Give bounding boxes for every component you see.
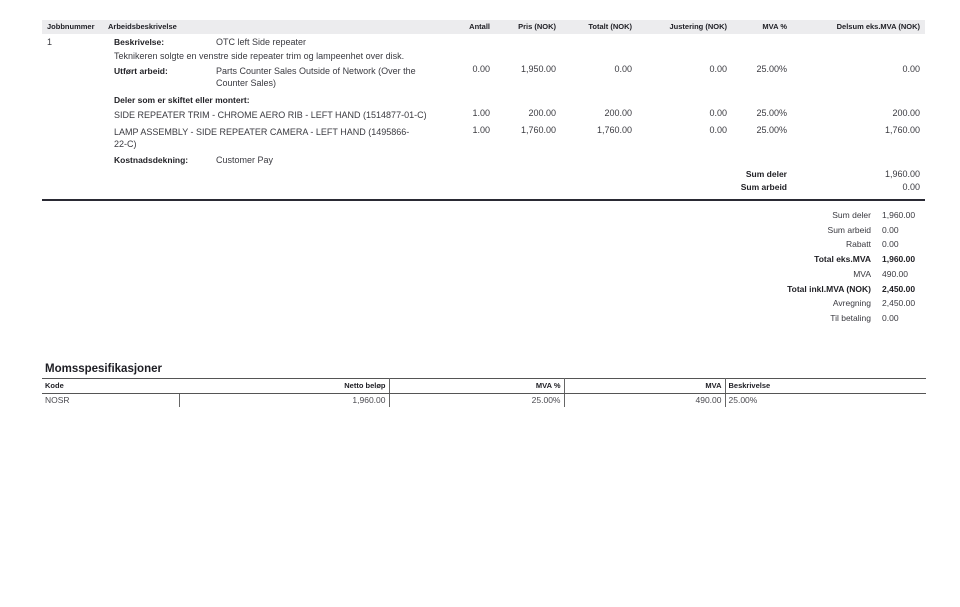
coverage-label: Kostnadsdekning: <box>114 155 189 165</box>
section-divider <box>42 199 925 201</box>
vat-row-description: 25.00% <box>728 395 758 405</box>
work-value-line1: Parts Counter Sales Outside of Network (Over the <box>216 66 416 76</box>
totals-label: Rabatt <box>845 239 871 250</box>
work-price: 1,950.00 <box>520 64 556 74</box>
header-adjustment: Justering (NOK) <box>669 22 727 31</box>
vat-header-code: Kode <box>42 379 179 394</box>
work-adjustment: 0.00 <box>709 64 727 74</box>
header-subtotal: Delsum eks.MVA (NOK) <box>836 22 920 31</box>
part-1-price: 200.00 <box>528 108 556 118</box>
work-quantity: 0.00 <box>472 64 490 74</box>
part-1-subtotal: 200.00 <box>892 108 920 118</box>
totals-label: Total eks.MVA <box>814 254 871 265</box>
totals-label: Til betaling <box>830 312 871 323</box>
vat-row-vat-percent: 25.00% <box>389 394 564 408</box>
part-1-quantity: 1.00 <box>472 108 490 118</box>
totals-value: 490.00 <box>882 268 908 279</box>
job-sum-work-label: Sum arbeid <box>740 182 787 192</box>
header-total: Totalt (NOK) <box>588 22 632 31</box>
vat-row-net: 1,960.00 <box>179 394 389 408</box>
vat-row-code: NOSR <box>42 394 179 408</box>
header-quantity: Antall <box>469 22 490 31</box>
work-label: Utført arbeid: <box>114 66 168 76</box>
totals-label: Total inkl.MVA (NOK) <box>787 283 871 294</box>
totals-value: 1,960.00 <box>882 254 916 265</box>
vat-row-vat: 490.00 <box>564 394 725 408</box>
coverage-value: Customer Pay <box>216 155 274 165</box>
part-1-total: 200.00 <box>604 108 632 118</box>
part-1-vat: 25.00% <box>756 108 787 118</box>
job-sum-work-value: 0.00 <box>902 182 920 192</box>
job-sum-parts-label: Sum deler <box>745 169 787 179</box>
part-2-adjustment: 0.00 <box>709 125 727 135</box>
header-description: Arbeidsbeskrivelse <box>108 22 177 31</box>
part-2-price: 1,760.00 <box>520 125 556 135</box>
part-2-subtotal: 1,760.00 <box>884 125 920 135</box>
totals-label: MVA <box>853 268 871 279</box>
part-2-vat: 25.00% <box>756 125 787 135</box>
part-2-description-line2: 22-C) <box>114 139 137 149</box>
totals-label: Sum deler <box>832 210 871 220</box>
totals-value: 0.00 <box>882 312 899 323</box>
vat-spec-table <box>42 378 926 407</box>
totals-label: Avregning <box>832 298 871 309</box>
part-2-description-line1: LAMP ASSEMBLY - SIDE REPEATER CAMERA - LEFT HAND (1495866- <box>114 127 410 137</box>
description-value: OTC left Side repeater <box>216 37 307 47</box>
table-row <box>42 394 926 408</box>
part-2-quantity: 1.00 <box>472 125 490 135</box>
work-value-line2: Counter Sales) <box>216 78 277 88</box>
part-1-description: SIDE REPEATER TRIM - CHROME AERO RIB - LEFT HAND (1514877-01-C) <box>114 110 427 120</box>
part-1-adjustment: 0.00 <box>709 108 727 118</box>
totals-value: 1,960.00 <box>882 210 916 220</box>
work-subtotal: 0.00 <box>902 64 920 74</box>
description-label: Beskrivelse: <box>114 37 165 47</box>
totals-value: 2,450.00 <box>882 298 916 309</box>
work-vat: 25.00% <box>756 64 787 74</box>
vat-header-vat-percent: MVA % <box>389 379 564 394</box>
totals-value: 0.00 <box>882 239 899 250</box>
totals-label: Sum arbeid <box>827 224 871 235</box>
vat-header-vat: MVA <box>564 379 725 394</box>
totals-value: 2,450.00 <box>882 283 916 294</box>
work-total: 0.00 <box>614 64 632 74</box>
header-vat-percent: MVA % <box>762 22 787 31</box>
totals-value: 0.00 <box>882 224 899 235</box>
vat-header-description: Beskrivelse <box>725 379 926 394</box>
vat-spec-title: Momsspesifikasjoner <box>45 363 162 375</box>
technician-note: Teknikeren solgte en venstre side repeater trim og lampeenhet over disk. <box>114 51 405 61</box>
header-job-number: Jobbnummer <box>47 22 95 31</box>
parts-heading: Deler som er skiftet eller montert: <box>114 95 250 105</box>
part-2-total: 1,760.00 <box>596 125 632 135</box>
job-sum-parts-value: 1,960.00 <box>884 169 920 179</box>
header-price: Pris (NOK) <box>518 22 556 31</box>
vat-header-net: Netto beløp <box>179 379 389 394</box>
job-number: 1 <box>47 37 53 47</box>
